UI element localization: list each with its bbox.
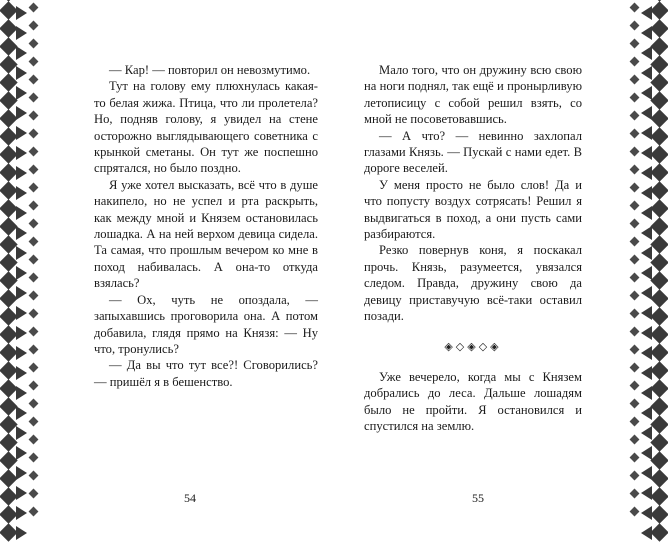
left-page-body [94, 62, 318, 390]
paragraph: Я уже хотел высказать, всё что в душе накипело, но не успел и рта раскрыть, как между мной и Князем остановилась лошадка. А на ней верхом девица сидела. Та самая, что прошлым вечером ко мне в поход набивалась. А она-то откуда взялась? [94, 177, 318, 291]
paragraph: У меня просто не было слов! Да и что попусту воздух сотрясать! Решил я выдвигаться в поход, а они пусть сами разбираются. [364, 177, 582, 242]
decorative-border-right [622, 0, 668, 550]
border-small-diamond-column [631, 0, 638, 526]
paragraph: — А что? — невинно захлопал глазами Князь. — Пускай с нами едет. В дороге веселей. [364, 128, 582, 176]
paragraph: — Да вы что тут все?! Сговорились? — пришёл я в бешенство. [94, 358, 318, 389]
decorative-border-left [0, 0, 46, 550]
page-spread [46, 0, 622, 550]
border-diamond-column [2, 0, 15, 544]
section-ornament: ◈◇◈◇◈ [444, 340, 502, 353]
border-chevron-column [16, 0, 27, 546]
page-number: 55 [472, 491, 484, 505]
page-number: 54 [184, 491, 196, 505]
border-diamond-column [653, 0, 666, 544]
paragraph: Уже вечерело, когда мы с Князем добрались до леса. Дальше лошадям было не пройти. Я остановился и спустился на землю. [364, 369, 582, 434]
left-page [46, 0, 334, 550]
border-chevron-column [641, 0, 652, 546]
border-small-diamond-column [30, 0, 37, 526]
paragraph: Тут на голову ему плюхнулась какая-то белая жижа. Птица, что ли пролетела? Но, подняв голову, я увидел на стене осторожно выглядывающего советника с крынкой сметаны. Он тут же поспешно спрятался, но было поздно. [94, 79, 318, 176]
paragraph: — Кар! — повторил он невозмутимо. [109, 63, 311, 77]
paragraph: Мало того, что он дружину всю свою на ноги поднял, так ещё и пронырливую летописицу с собой решил взять, со мной не посоветовавшись. [364, 63, 582, 127]
right-page [334, 0, 622, 550]
paragraph: — Ох, чуть не опоздала, — запыхавшись проговорила она. А потом добавила, глядя прямо на Князя: — Ну что, тронулись? [94, 292, 318, 356]
right-page-body [364, 62, 582, 435]
paragraph: Резко повернув коня, я поскакал прочь. Князь, разумеется, увязался следом. Правда, дружину свою да девицу приставучую всё-таки оставил позади. [364, 243, 582, 324]
